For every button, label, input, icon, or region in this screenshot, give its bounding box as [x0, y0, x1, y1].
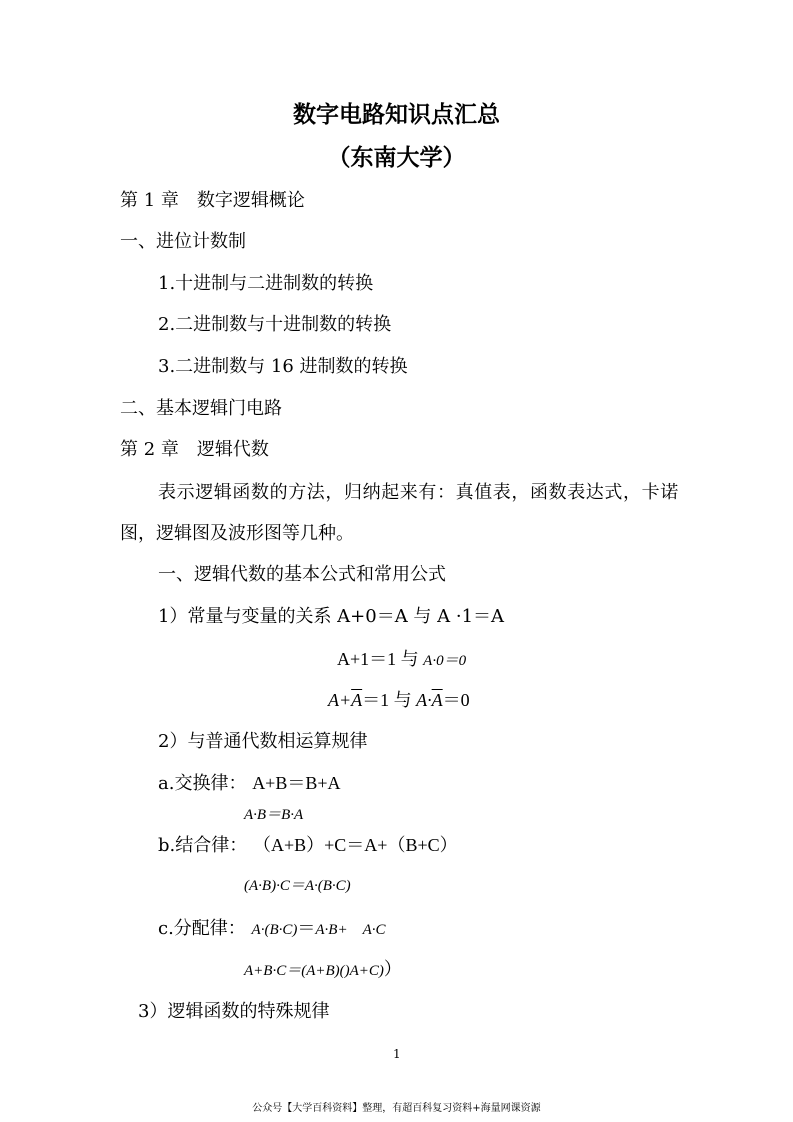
commutative-law-product: A·B＝B·A — [244, 807, 304, 823]
law-expression: A+B＝B+A — [252, 773, 341, 793]
list-item: 1.十进制与二进制数的转换 — [158, 273, 374, 294]
subsection-heading: 一、逻辑代数的基本公式和常用公式 — [158, 564, 446, 585]
term: A+ — [328, 690, 352, 710]
law-label: a.交换律： — [158, 773, 247, 794]
law-expression: ） — [383, 959, 402, 980]
term: ＝1 与 — [362, 690, 412, 710]
term: ＝0 — [442, 690, 470, 710]
document-title: 数字电路知识点汇总 — [293, 102, 500, 128]
section-heading-2: 二、基本逻辑门电路 — [120, 398, 282, 419]
associative-law — [158, 834, 458, 857]
commutative-law — [158, 772, 341, 795]
law-label: c.分配律： — [158, 918, 246, 939]
associative-law-product: (A·B)·C＝A·(B·C) — [244, 878, 351, 894]
equation-complement — [328, 689, 470, 711]
equation-left: A+1＝1 与 — [337, 649, 419, 669]
distributive-law-sum — [244, 959, 402, 982]
section-heading-1: 一、进位计数制 — [120, 231, 246, 252]
list-item: 3.二进制数与 16 进制数的转换 — [158, 356, 408, 377]
rule-constant-variable: 1）常量与变量的关系 A+0＝A 与 A ·1＝A — [158, 606, 505, 627]
law-expression: A·(B·C) — [251, 922, 298, 938]
list-item: 2.二进制数与十进制数的转换 — [158, 314, 392, 335]
footer-note: 公众号【大学百科资料】整理，有超百科复习资料+海量网课资源 — [252, 1103, 541, 1114]
a-bar-symbol: $\overline{A}$ — [431, 690, 443, 710]
paragraph-line: 表示逻辑函数的方法，归纳起来有：真值表，函数表达式，卡诺 — [158, 482, 679, 503]
law-expression: （A+B）+C＝A+（B+C） — [252, 835, 458, 855]
law-expression: A+B·C＝(A+B)()A+C) — [244, 963, 384, 979]
page-number: 1 — [393, 1047, 401, 1061]
rule-special-laws: 3）逻辑函数的特殊规律 — [138, 1001, 330, 1022]
term: A· — [416, 690, 432, 710]
law-expression: ＝ — [297, 918, 316, 939]
law-label: b.结合律： — [158, 835, 248, 856]
a-bar-symbol: $\overline{A}$ — [351, 690, 363, 710]
document-subtitle: （东南大学） — [327, 145, 466, 171]
distributive-law — [158, 918, 386, 941]
equation-a-plus-1 — [337, 648, 466, 672]
equation-right: A·0＝0 — [423, 653, 467, 669]
rule-ordinary-algebra: 2）与普通代数相运算规律 — [158, 731, 368, 752]
chapter-1-heading: 第 1 章 数字逻辑概论 — [120, 190, 305, 211]
paragraph-line: 图，逻辑图及波形图等几种。 — [120, 523, 354, 544]
chapter-2-heading: 第 2 章 逻辑代数 — [120, 439, 269, 460]
law-expression: A·B+ A·C — [315, 922, 386, 938]
